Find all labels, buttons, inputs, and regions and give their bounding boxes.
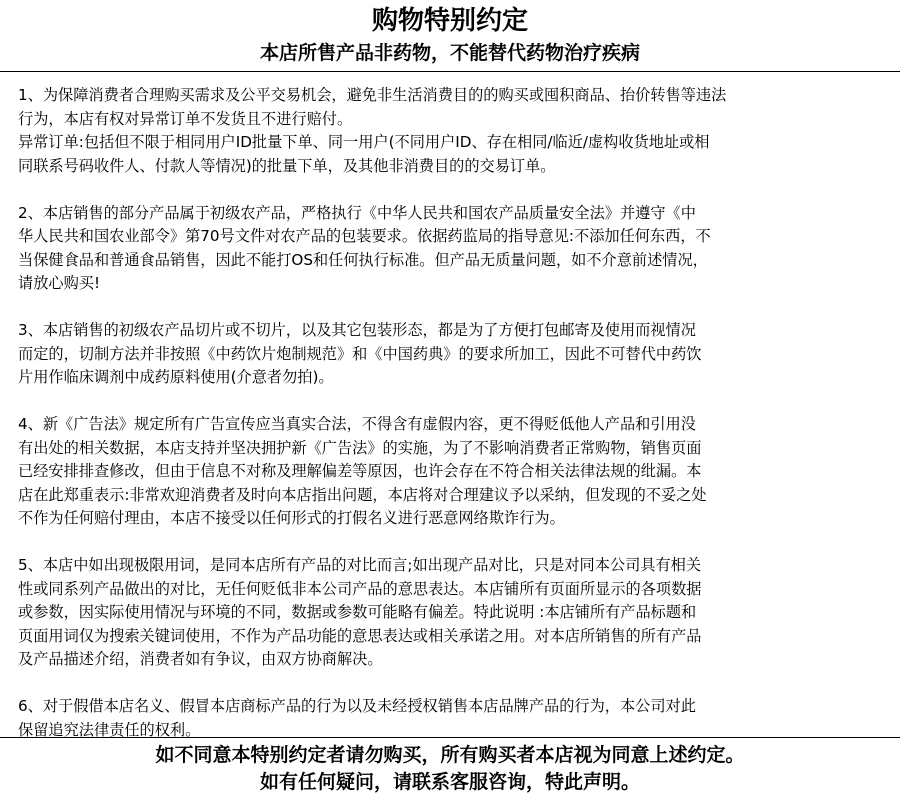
- top-divider: [0, 71, 900, 72]
- clause-line: 店在此郑重表示:非常欢迎消费者及时向本店指出问题，本店将对合理建议予以采纳，但发现的不妥之处: [18, 485, 707, 504]
- clause-line: 同联系号码收件人、付款人等情况)的批量下单，及其他非消费目的的交易订单。: [18, 156, 556, 175]
- clause-line: 1、为保障消费者合理购买需求及公平交易机会，避免非生活消费目的的购买或囤积商品、抬价转售等违法: [18, 86, 727, 104]
- clause-line: 5、本店中如出现极限用词，是同本店所有产品的对比而言;如出现产品对比，只是对同本公司具有相关: [18, 556, 702, 574]
- page-subtitle: 本店所售产品非药物，不能替代药物治疗疾病: [259, 42, 640, 64]
- page-title: 购物特别约定: [371, 6, 528, 36]
- clause-line: 性或同系列产品做出的对比，无任何贬低非本公司产品的意思表达。本店铺所有页面所显示的各项数据: [18, 579, 702, 598]
- clause-line: 片用作临床调剂中成药原料使用(介意者勿拍)。: [18, 368, 334, 386]
- clause-line: 已经安排排查修改，但由于信息不对称及理解偏差等原因，也许会存在不符合相关法律法规的纰漏。本: [18, 462, 702, 480]
- clause-5: [18, 554, 884, 672]
- clause-6: [18, 695, 884, 742]
- document-header: [0, 0, 900, 70]
- bottom-divider: [0, 737, 900, 738]
- clause-line: 不作为任何赔付理由，本店不接受以任何形式的打假名义进行恶意网络欺诈行为。: [18, 509, 565, 527]
- clause-line: 6、对于假借本店名义、假冒本店商标产品的行为以及未经授权销售本店品牌产品的行为，本公司对此: [18, 697, 696, 715]
- clause-line: 有出处的相关数据，本店支持并坚决拥护新《广告法》的实施，为了不影响消费者正常购物，销售页面: [18, 438, 702, 457]
- clause-2: [18, 202, 884, 296]
- clause-line: 行为，本店有权对异常订单不发货且不进行赔付。: [18, 109, 353, 128]
- clause-line: 而定的，切制方法并非按照《中药饮片炮制规范》和《中国药典》的要求所加工，因此不可替代中药饮: [18, 344, 702, 363]
- clause-line: 华人民共和国农业部令》第70号文件对农产品的包装要求。依据药监局的指导意见:不添加任何东西，不: [18, 227, 711, 245]
- footer-line-contact: 如有任何疑问，请联系客服咨询，特此声明。: [259, 771, 640, 793]
- clause-line: 页面用词仅为搜索关键词使用，不作为产品功能的意思表达或相关承诺之用。对本店所销售的所有产品: [18, 626, 702, 645]
- clause-4: [18, 413, 884, 531]
- clause-line: 保留追究法律责任的权利。: [18, 720, 201, 739]
- clause-line: 请放心购买!: [18, 274, 101, 292]
- clause-list: [18, 84, 884, 766]
- footer-line-agreement: 如不同意本特别约定者请勿购买，所有购买者本店视为同意上述约定。: [155, 744, 745, 766]
- clause-3: [18, 319, 884, 390]
- clause-line: 及产品描述介绍，消费者如有争议，由双方协商解决。: [18, 650, 383, 668]
- clause-line: 异常订单:包括但不限于相同用户ID批量下单、同一用户(不同用户ID、存在相同/临近/虚构收货地址或相: [18, 133, 710, 151]
- clause-1: [18, 84, 884, 178]
- clause-line: 2、本店销售的部分产品属于初级农产品，严格执行《中华人民共和国农产品质量安全法》并遵守《中: [18, 203, 696, 222]
- clause-line: 3、本店销售的初级农产品切片或不切片，以及其它包装形态，都是为了方便打包邮寄及使用而视情况: [18, 321, 696, 339]
- footer-notice: [0, 742, 900, 796]
- clause-line: 当保健食品和普通食品销售，因此不能打OS和任何执行标准。但产品无质量问题，如不介意前述情况，: [18, 250, 708, 269]
- clause-line: 或参数，因实际使用情况与环境的不同，数据或参数可能略有偏差。特此说明 :本店铺所有产品标题和: [18, 603, 697, 621]
- clause-line: 4、新《广告法》规定所有广告宣传应当真实合法，不得含有虚假内容，更不得贬低他人产品和引用没: [18, 415, 696, 433]
